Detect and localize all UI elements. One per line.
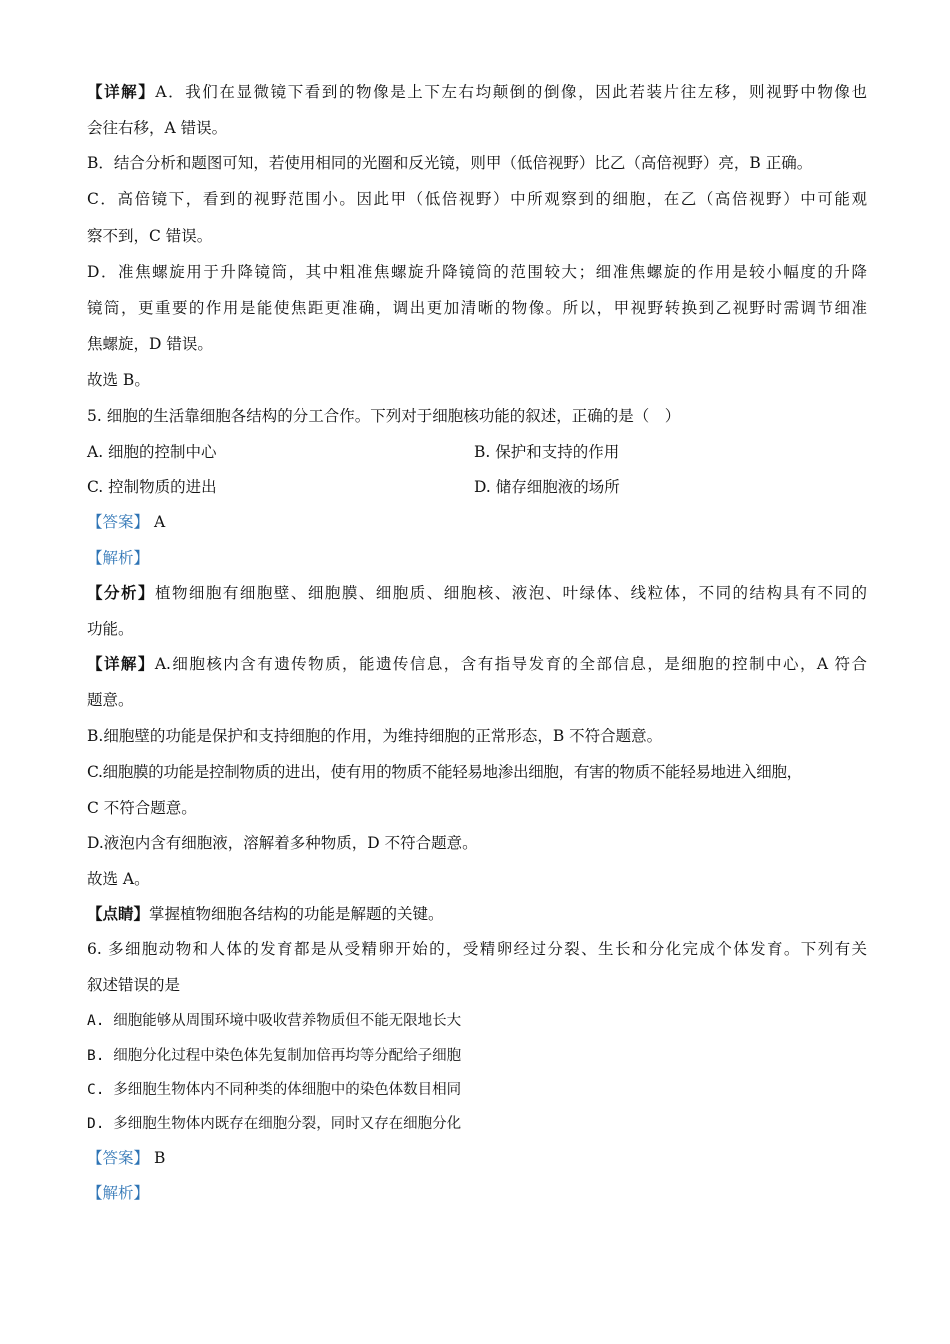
q6-stem-line2: 叙述错误的是 <box>87 976 181 994</box>
q5-option-b: B. 保护和支持的作用 <box>474 443 620 461</box>
q5-conclusion: 故选 A。 <box>87 870 150 888</box>
q4-detail-d-line1: D．准焦螺旋用于升降镜筒，其中粗准焦螺旋升降镜筒的范围较大；细准焦螺旋的作用是较小幅度的升降 <box>87 263 867 281</box>
q4-detail-d-line2: 镜筒，更重要的作用是能使焦距更准确，调出更加清晰的物像。所以，甲视野转换到乙视野时需调节细准 <box>87 299 867 317</box>
q6-answer <box>87 1148 867 1168</box>
q4-detail-c-line2: 察不到，C 错误。 <box>87 227 213 245</box>
q4-detail-c-line1: C．高倍镜下，看到的视野范围小。因此甲（低倍视野）中所观察到的细胞，在乙（高倍视野）中可能观 <box>87 190 867 208</box>
point-tag: 【点睛】 <box>87 904 150 923</box>
q5-detail-a-line2: 题意。 <box>87 691 134 709</box>
q5-point: 【点睛】掌握植物细胞各结构的功能是解题的关键。 <box>87 904 444 923</box>
q5-option-d: D. 储存细胞液的场所 <box>474 478 620 496</box>
q5-detail-d: D.液泡内含有细胞液，溶解着多种物质，D 不符合题意。 <box>87 834 478 852</box>
q5-detail-c-line1: C.细胞膜的功能是控制物质的进出，使有用的物质不能轻易地渗出细胞，有害的物质不能轻易地进入细胞， <box>87 763 802 781</box>
q6-option-b: B. 细胞分化过程中染色体先复制加倍再均等分配给子细胞 <box>87 1048 462 1064</box>
answer-value: A <box>153 513 166 531</box>
q4-conclusion: 故选 B。 <box>87 371 150 389</box>
q5-answer <box>87 512 867 532</box>
q6-stem-line1: 6. 多细胞动物和人体的发育都是从受精卵开始的，受精卵经过分裂、生长和分化完成个体发育。下列有关 <box>87 940 867 958</box>
q4-detail-b: B．结合分析和题图可知，若使用相同的光圈和反光镜，则甲（低倍视野）比乙（高倍视野）亮，B 正确。 <box>87 154 813 172</box>
detail-tag: 【详解】 <box>87 654 155 673</box>
answer-value: B <box>153 1149 166 1167</box>
q6-option-d: D. 多细胞生物体内既存在细胞分裂，同时又存在细胞分化 <box>87 1116 462 1132</box>
q6-option-a: A. 细胞能够从周围环境中吸收营养物质但不能无限地长大 <box>87 1013 462 1029</box>
detail-tag: 【详解】 <box>87 82 156 101</box>
q4-detail-d-line3: 焦螺旋，D 错误。 <box>87 335 213 353</box>
q4-detail-a-line2: 会往右移，A 错误。 <box>87 119 228 137</box>
q5-analysis-line1: 【分析】植物细胞有细胞壁、细胞膜、细胞质、细胞核、液泡、叶绿体、线粒体，不同的结构具有不同的 <box>87 583 867 602</box>
q5-analysis-line2: 功能。 <box>87 620 134 638</box>
q5-detail-c-line2: C 不符合题意。 <box>87 799 197 817</box>
q5-stem: 5. 细胞的生活靠细胞各结构的分工合作。下列对于细胞核功能的叙述，正确的是（ ） <box>87 407 681 425</box>
q5-option-c: C. 控制物质的进出 <box>87 478 217 496</box>
q4-detail-a-line1: 【详解】A．我们在显微镜下看到的物像是上下左右均颠倒的倒像，因此若装片往左移，则视野中物像也 <box>87 82 867 101</box>
q6-analysis-tag: 【解析】 <box>87 1184 150 1202</box>
analysis-head: 【分析】 <box>87 583 155 602</box>
q5-analysis-tag: 【解析】 <box>87 549 150 567</box>
q5-option-a: A. 细胞的控制中心 <box>87 443 217 461</box>
answer-tag: 【答案】 <box>87 1149 150 1167</box>
q6-option-c: C. 多细胞生物体内不同种类的体细胞中的染色体数目相同 <box>87 1082 462 1098</box>
answer-tag: 【答案】 <box>87 513 150 531</box>
q5-detail-b: B.细胞壁的功能是保护和支持细胞的作用，为维持细胞的正常形态，B 不符合题意。 <box>87 727 663 745</box>
q5-detail-a-line1: 【详解】A.细胞核内含有遗传物质，能遗传信息，含有指导发育的全部信息，是细胞的控制中心，A 符合 <box>87 654 867 673</box>
